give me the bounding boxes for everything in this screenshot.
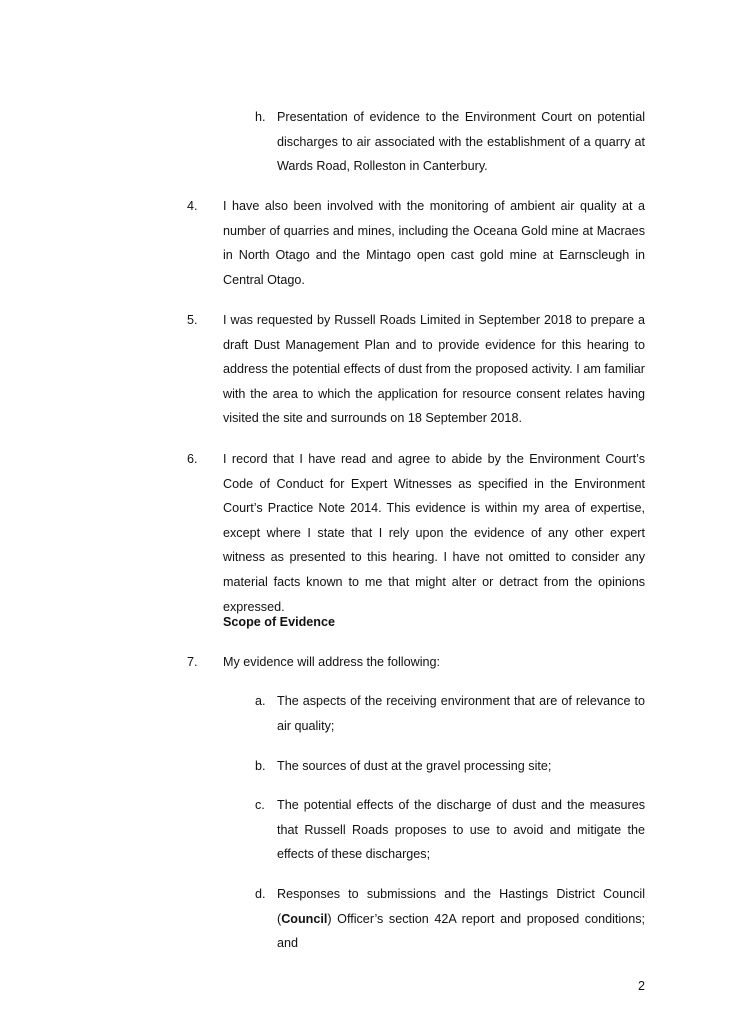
item-d-text — [277, 882, 645, 956]
paragraph-6-number: 6. — [187, 452, 198, 466]
item-h-label: h. — [255, 110, 266, 124]
item-d-text-after: ) Officer’s section 42A report and proposed conditions; and — [277, 911, 645, 951]
page-number: 2 — [638, 979, 646, 993]
paragraph-4-text: I have also been involved with the monitoring of ambient air quality at a number of quarries and mines, including the Oceana Gold mine at Macraes in North Otago and the Mintago open cast gold mine at Earnscleugh in Central Otago. — [223, 199, 645, 287]
paragraph-6-text: I record that I have read and agree to abide by the Environment Court’s Code of Conduct for Expert Witnesses as specified in the Environment Court’s Practice Note 2014. This evidence is within my area of expertise, except where I state that I rely upon the evidence of any other expert witness as presented to this hearing. I have not omitted to consider any material facts known to me that might alter or detract from the opinions expressed. — [223, 452, 645, 614]
paragraph-5-number: 5. — [187, 313, 198, 327]
item-d-label: d. — [255, 887, 266, 901]
paragraph-7-number: 7. — [187, 655, 198, 669]
paragraph-7-text: My evidence will address the following: — [223, 655, 440, 669]
paragraph-5-text: I was requested by Russell Roads Limited in September 2018 to prepare a draft Dust Management Plan and to provide evidence for this hearing to address the potential effects of dust from the proposed activity. I am familiar with the area to which the application for resource consent relates having visited the site and surrounds on 18 September 2018. — [223, 313, 645, 426]
item-d-text-before: Responses to submissions and the Hastings District Council ( — [277, 887, 645, 926]
item-b-label: b. — [255, 759, 266, 773]
scope-of-evidence-heading: Scope of Evidence — [223, 615, 335, 629]
item-c-label: c. — [255, 798, 265, 812]
item-a-label: a. — [255, 694, 266, 708]
item-a-text: The aspects of the receiving environment that are of relevance to air quality; — [277, 694, 645, 733]
paragraph-4-number: 4. — [187, 199, 198, 213]
item-d-council-bold: Council — [281, 911, 328, 926]
item-b-text: The sources of dust at the gravel processing site; — [277, 759, 552, 773]
item-h-text: Presentation of evidence to the Environment Court on potential discharges to air associated with the establishment of a quarry at Wards Road, Rolleston in Canterbury. — [277, 110, 645, 174]
item-c-text: The potential effects of the discharge of dust and the measures that Russell Roads proposes to use to avoid and mitigate the effects of these discharges; — [277, 798, 645, 862]
